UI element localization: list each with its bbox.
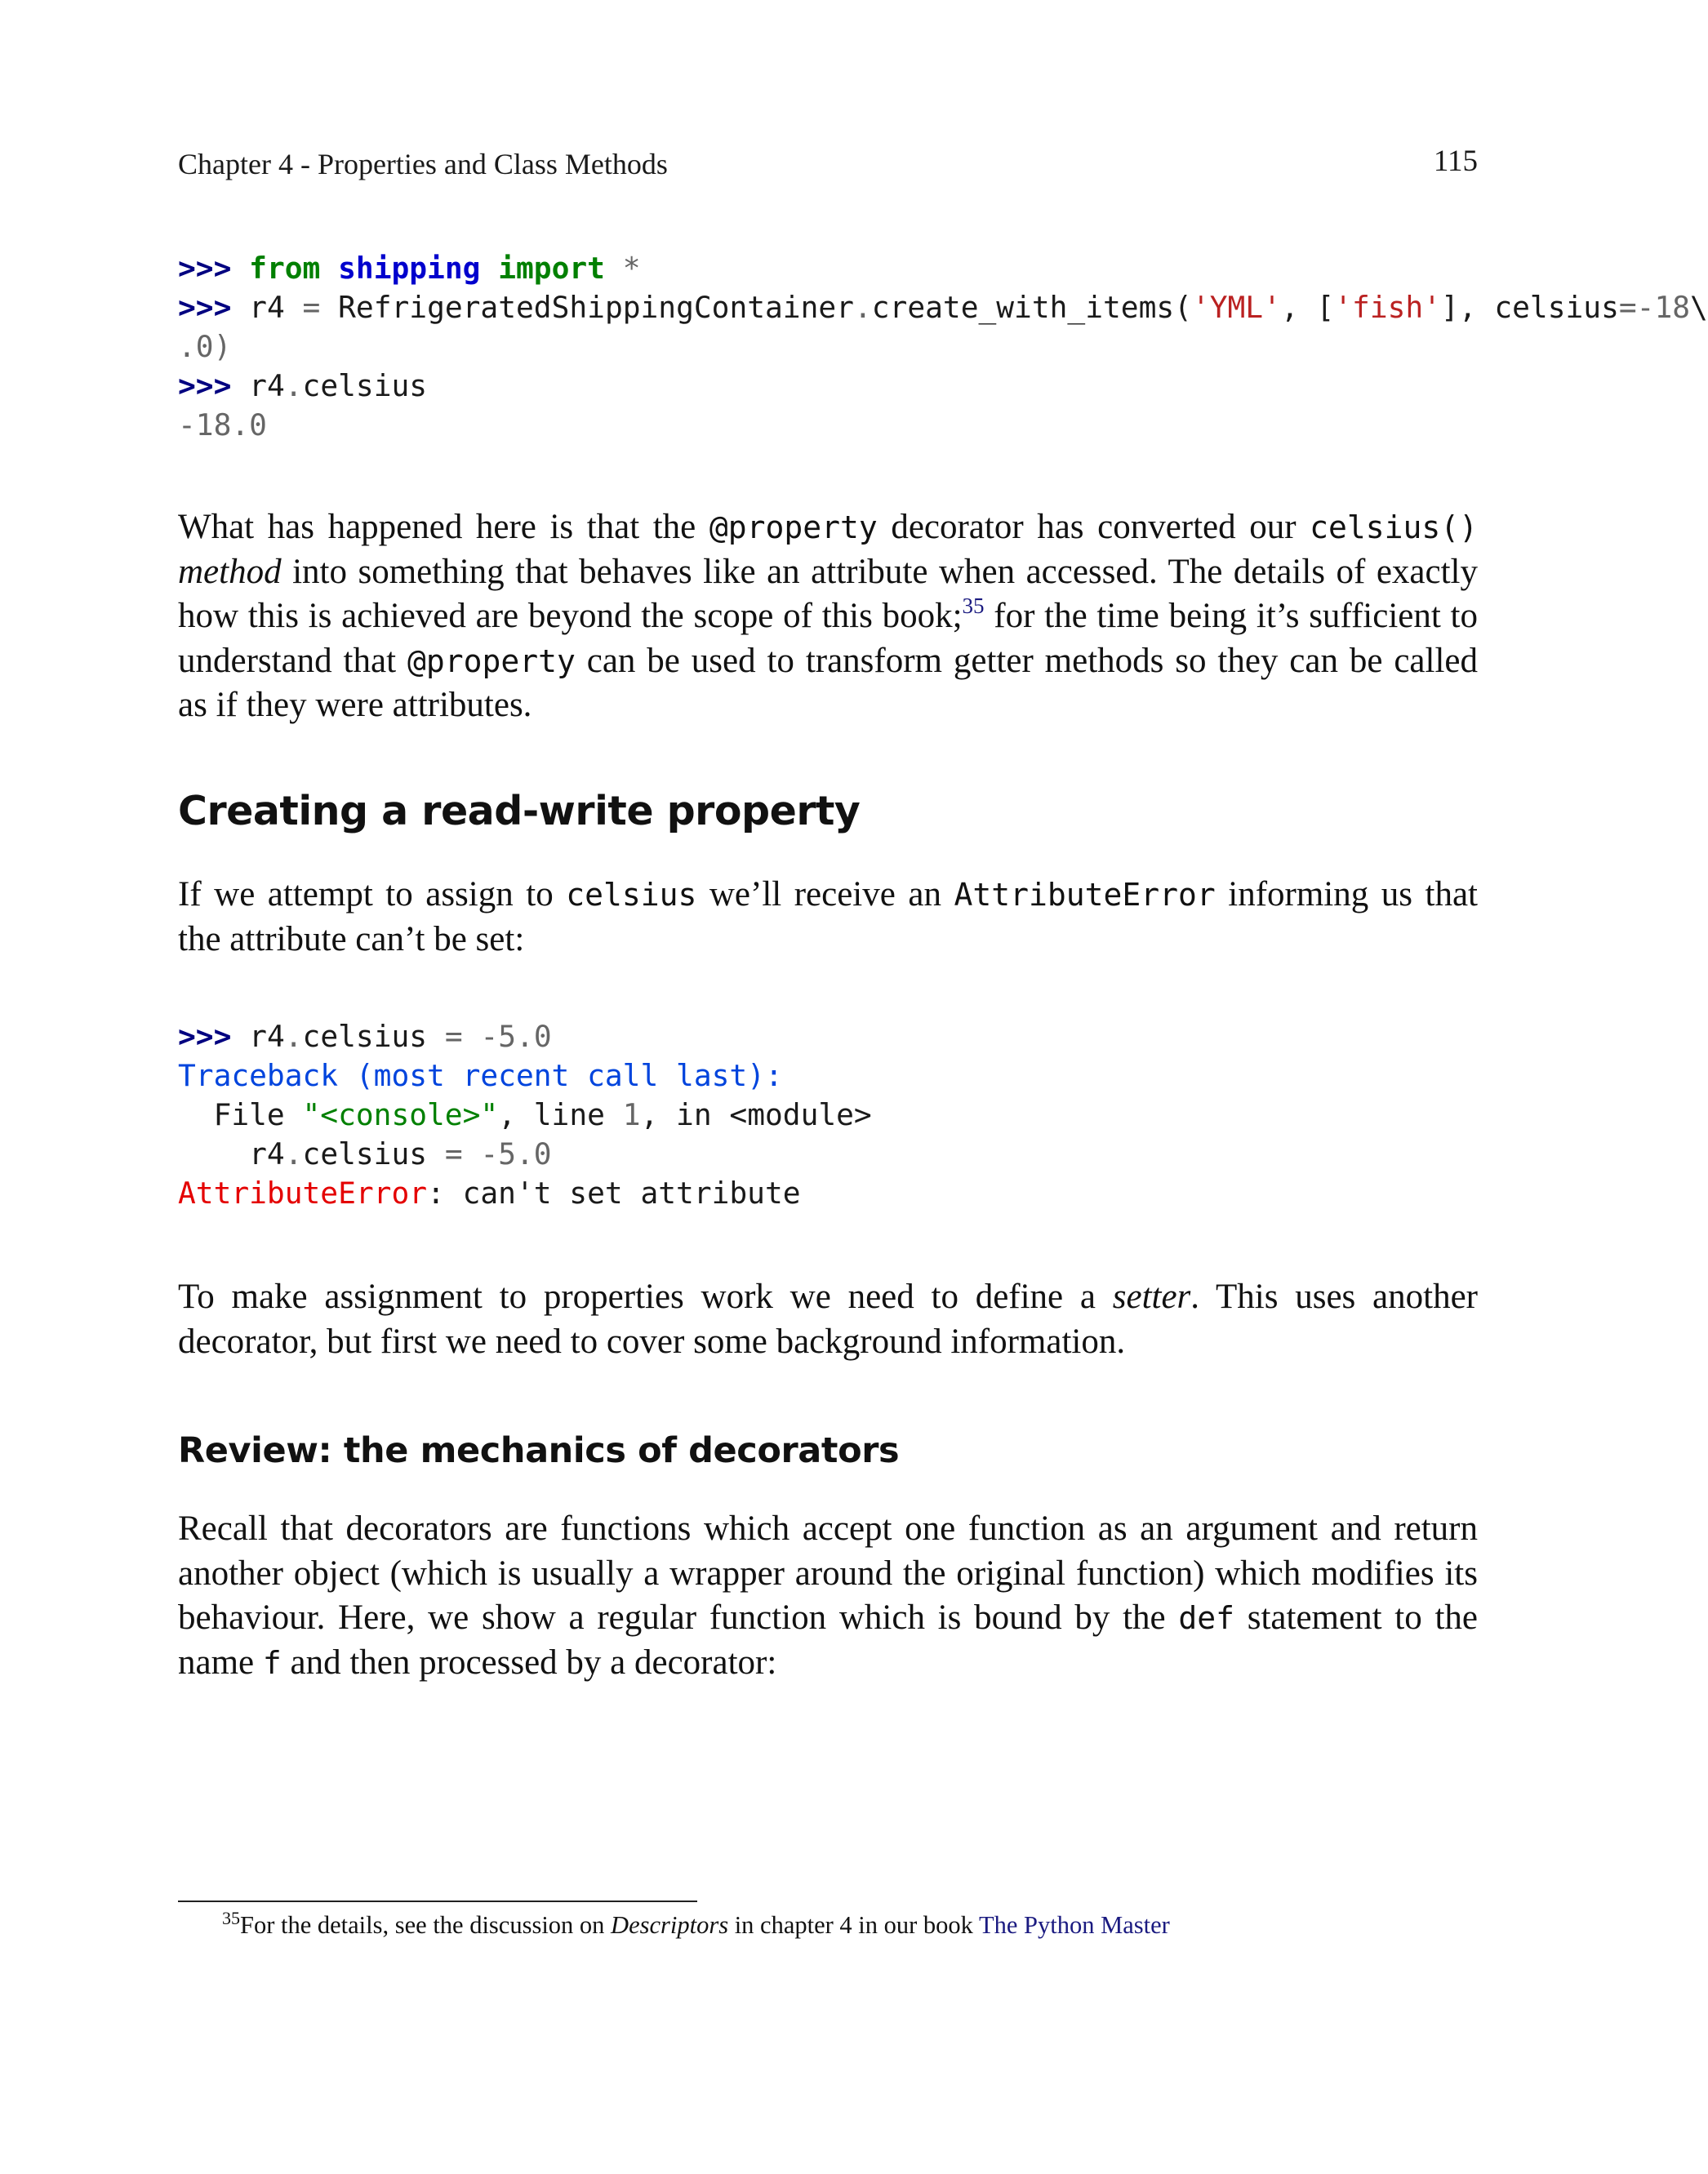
operator: = xyxy=(444,1136,463,1171)
number: .0 xyxy=(178,329,214,364)
text: If we attempt to assign to xyxy=(178,875,567,914)
inline-code: @property xyxy=(407,642,576,679)
inline-code: celsius() xyxy=(1310,509,1478,545)
text: in chapter 4 in our book xyxy=(728,1911,979,1939)
keyword-arg: ], celsius xyxy=(1440,290,1619,325)
section-heading: Creating a read-write property xyxy=(178,788,861,834)
text: To make assignment to properties work we need to define a xyxy=(178,1278,1113,1316)
number: -18 xyxy=(1636,290,1691,325)
variable: r4 xyxy=(249,368,285,403)
prompt: >>> xyxy=(178,290,232,325)
line-continuation: \ xyxy=(1690,290,1708,325)
inline-code: f xyxy=(262,1644,282,1681)
variable: r4 xyxy=(178,1136,285,1171)
module-name: shipping xyxy=(338,251,481,286)
error-name: AttributeError xyxy=(178,1176,428,1211)
attribute: celsius xyxy=(302,1019,428,1054)
inline-code: AttributeError xyxy=(954,877,1216,913)
subsection-heading: Review: the mechanics of decorators xyxy=(178,1430,900,1471)
text: What has happened here is that the xyxy=(178,508,709,546)
method-call: create_with_items( xyxy=(871,290,1192,325)
number: -5.0 xyxy=(480,1019,552,1054)
chapter-title: Chapter 4 - Properties and Class Methods xyxy=(178,148,668,180)
prompt: >>> xyxy=(178,368,232,403)
keyword-from: from xyxy=(249,251,321,286)
paragraph-decorators xyxy=(178,1507,1478,1685)
class-name: RefrigeratedShippingContainer xyxy=(338,290,854,325)
footnote-ref[interactable]: 35 xyxy=(962,594,985,618)
paragraph-attribute-error xyxy=(178,873,1478,962)
variable: r4 xyxy=(249,1019,285,1054)
text: . This uses another decorator, but first we need to cover some background information. xyxy=(178,1278,1478,1361)
text: for the time being it’s sufficient to understand that xyxy=(178,597,1478,680)
code-block-import xyxy=(178,249,1708,445)
prompt: >>> xyxy=(178,1019,232,1054)
dot: . xyxy=(284,368,303,403)
operator: = xyxy=(302,290,321,325)
wildcard: * xyxy=(622,251,641,286)
text: informing us that the attribute can’t be set: xyxy=(178,875,1478,958)
text: Recall that decorators are functions which accept one function as an argument and return another object (which is usually a wrapper around the original function) which modifies its behaviour. Here, we show a regular function which is bound by the xyxy=(178,1509,1478,1637)
repl-output: -18.0 xyxy=(178,407,267,442)
footnote-divider xyxy=(178,1901,697,1902)
dot: . xyxy=(284,1019,303,1054)
paragraph-setter xyxy=(178,1275,1478,1364)
text: , in <module> xyxy=(640,1097,872,1132)
text: can be used to transform getter methods so they can be called as if they were attributes. xyxy=(178,641,1478,724)
variable: r4 xyxy=(249,290,285,325)
text: and then processed by a decorator: xyxy=(281,1643,777,1682)
attribute: celsius xyxy=(302,1136,428,1171)
traceback-file: File xyxy=(178,1097,303,1132)
emphasis: setter xyxy=(1112,1278,1191,1316)
error-message: : can't set attribute xyxy=(427,1176,801,1211)
punctuation: ) xyxy=(213,329,232,364)
operator: = xyxy=(1618,290,1637,325)
inline-code: def xyxy=(1178,1600,1235,1636)
emphasis: method xyxy=(178,552,282,591)
text: we’ll receive an xyxy=(696,875,954,914)
attribute: celsius xyxy=(302,368,428,403)
number: -5.0 xyxy=(480,1136,552,1171)
operator: = xyxy=(444,1019,463,1054)
inline-code: @property xyxy=(709,509,878,545)
text: statement to the name xyxy=(178,1598,1478,1682)
running-header xyxy=(178,140,1492,189)
traceback-header: Traceback (most recent call last): xyxy=(178,1058,783,1093)
prompt: >>> xyxy=(178,251,232,286)
string-literal: "<console>" xyxy=(302,1097,499,1132)
inline-code: celsius xyxy=(566,877,697,913)
text: into something that behaves like an attribute when accessed. The details of exactly how this is achieved are beyond the scope of this book; xyxy=(178,552,1478,635)
text: decorator has converted our xyxy=(877,508,1310,546)
page-number: 115 xyxy=(1433,144,1478,178)
book-link[interactable]: The Python Master xyxy=(979,1911,1170,1939)
dot: . xyxy=(284,1136,303,1171)
punctuation: , [ xyxy=(1280,290,1335,325)
footnote-number: 35 xyxy=(222,1908,240,1928)
string-literal: 'fish' xyxy=(1334,290,1441,325)
code-block-traceback xyxy=(178,1017,872,1213)
number: 1 xyxy=(622,1097,641,1132)
text: , line xyxy=(498,1097,623,1132)
text: For the details, see the discussion on xyxy=(240,1911,612,1939)
keyword-import: import xyxy=(498,251,605,286)
paragraph-property-explanation xyxy=(178,505,1478,728)
string-literal: 'YML' xyxy=(1191,290,1281,325)
dot: . xyxy=(853,290,872,325)
emphasis: Descriptors xyxy=(611,1911,729,1939)
footnote xyxy=(222,1909,1170,1941)
